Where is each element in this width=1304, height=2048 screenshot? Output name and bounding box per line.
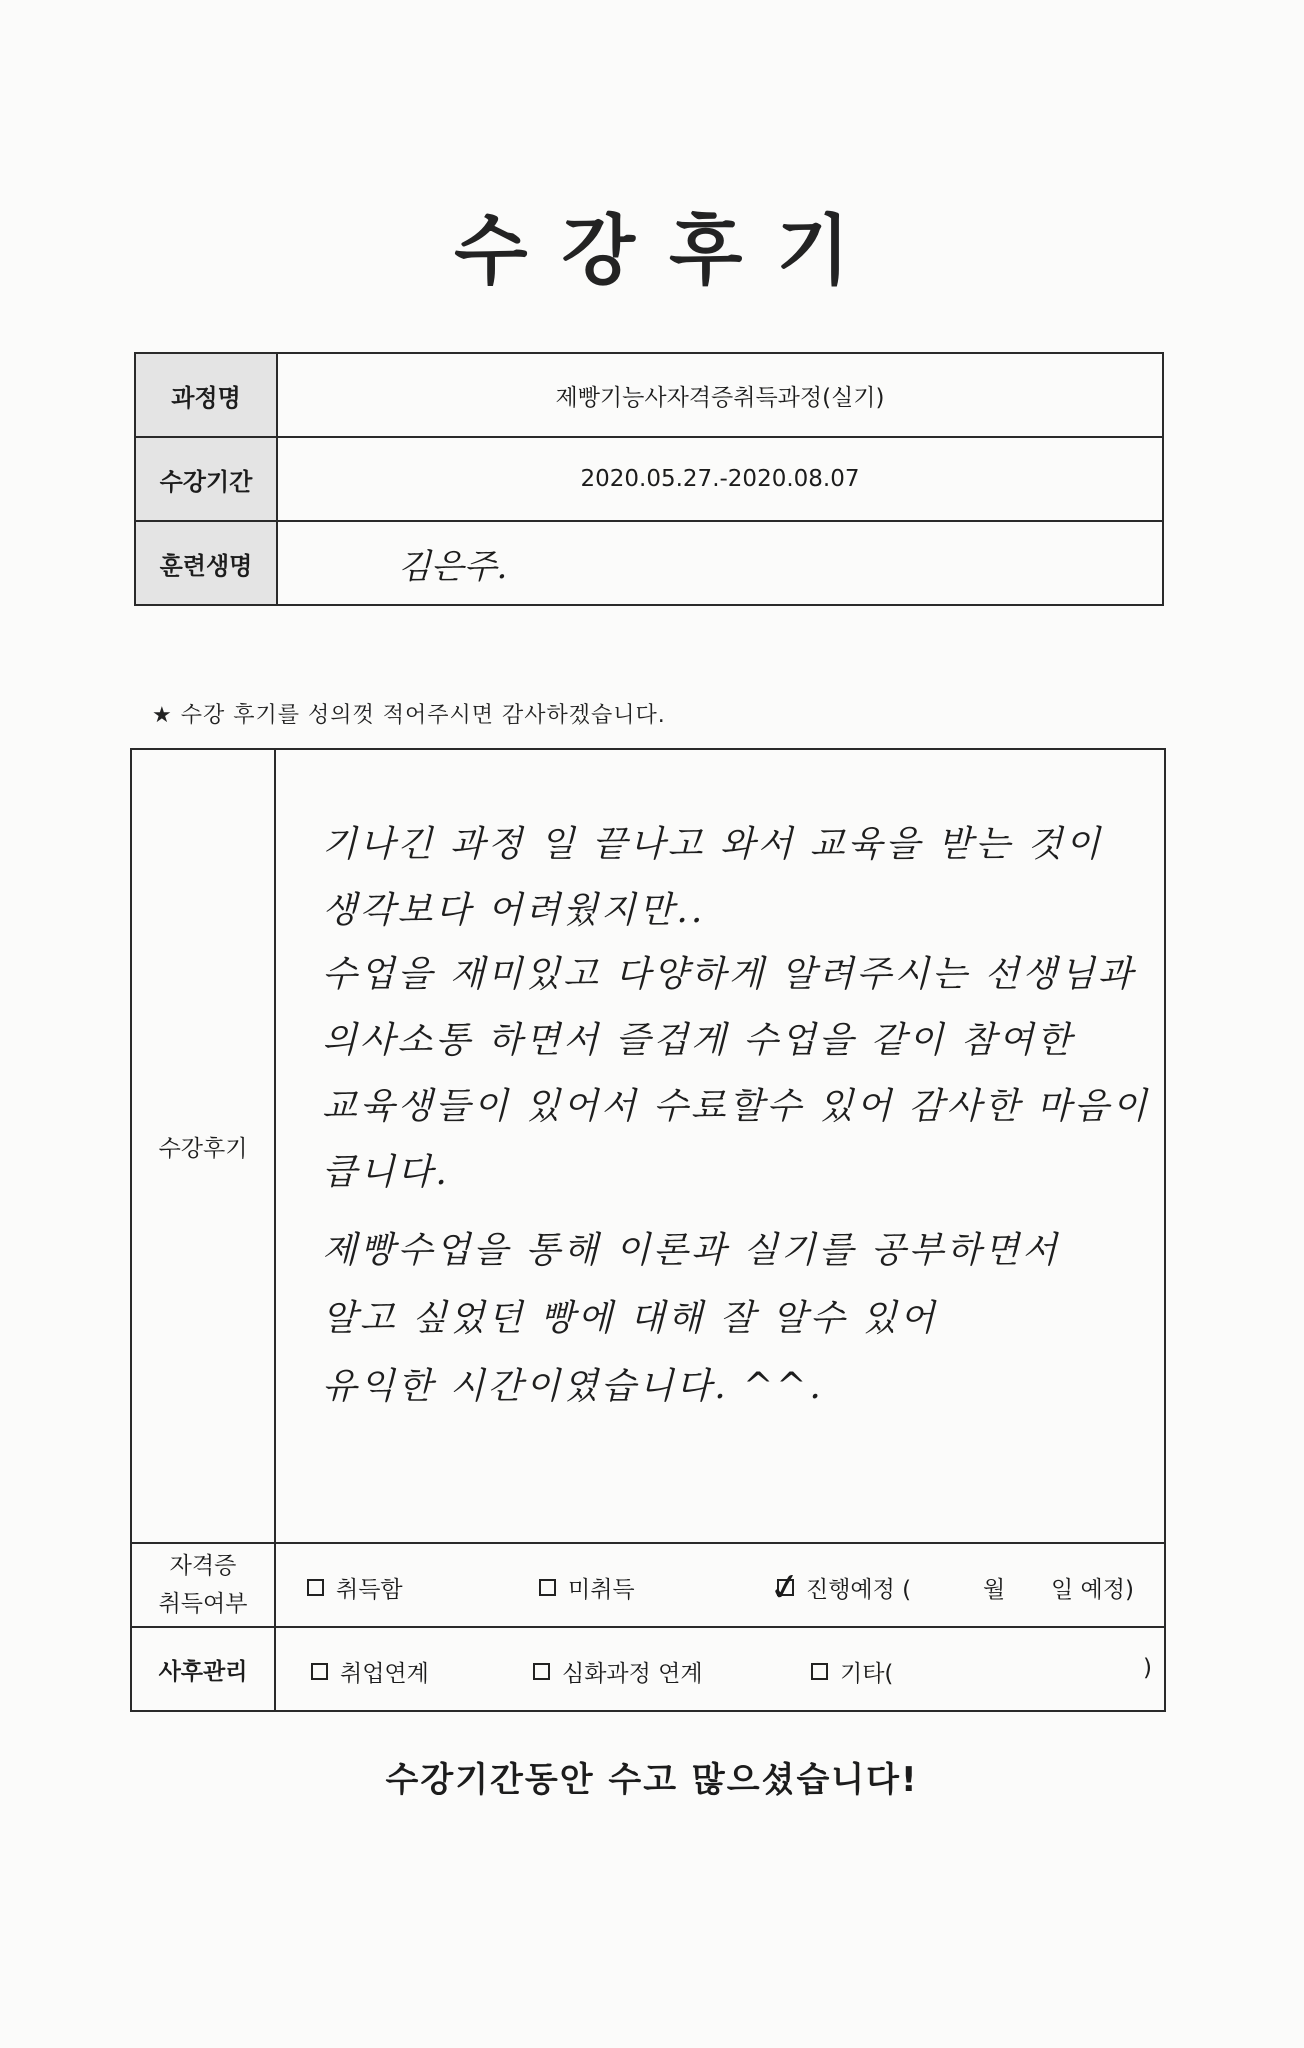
period-row — [135, 437, 1163, 521]
review-line: 수업을 재미있고 다양하게 알려주시는 선생님과 — [322, 954, 1136, 995]
review-row — [131, 749, 1165, 1543]
aftercare-option-job[interactable] — [311, 1655, 429, 1688]
cert-options — [275, 1543, 1165, 1627]
cert-option-not-acquired[interactable] — [539, 1571, 635, 1604]
course-row — [135, 353, 1163, 437]
aftercare-other-close: ) — [1143, 1655, 1152, 1681]
cert-day-plan-label: 일 예정) — [1051, 1577, 1134, 1603]
cert-row — [131, 1543, 1165, 1627]
trainee-name-text: 김은주. — [398, 546, 508, 587]
course-label: 과정명 — [135, 353, 277, 437]
checkbox-icon[interactable] — [539, 1579, 556, 1596]
cert-option-in-progress-label: 진행예정 ( — [806, 1577, 912, 1603]
cert-label-line1: 자격증 — [169, 1553, 237, 1579]
trainee-row — [135, 521, 1163, 605]
review-body — [275, 749, 1165, 1543]
review-line: 유익한 시간이였습니다. ^^. — [322, 1366, 824, 1407]
cert-label — [131, 1543, 275, 1627]
review-line: 제빵수업을 통해 이론과 실기를 공부하면서 — [322, 1230, 1060, 1271]
review-line: 알고 싶었던 빵에 대해 잘 알수 있어 — [322, 1298, 938, 1339]
checkbox-icon[interactable] — [311, 1663, 328, 1680]
aftercare-option-job-label: 취업연계 — [340, 1661, 429, 1687]
cert-option-in-progress[interactable] — [766, 1562, 912, 1612]
checkbox-icon[interactable] — [811, 1663, 828, 1680]
aftercare-options — [275, 1627, 1165, 1711]
aftercare-label: 사후관리 — [131, 1627, 275, 1711]
trainee-name-handwritten — [277, 521, 1163, 605]
aftercare-option-other[interactable] — [811, 1655, 893, 1688]
aftercare-option-advanced[interactable] — [533, 1655, 703, 1688]
checkbox-checked-icon[interactable] — [766, 1562, 804, 1612]
review-line: 의사소통 하면서 즐겁게 수업을 같이 참여한 — [322, 1020, 1075, 1061]
aftercare-option-other-label: 기타( — [840, 1661, 894, 1687]
course-value: 제빵기능사자격증취득과정(실기) — [277, 353, 1163, 437]
review-line: 생각보다 어려웠지만.. — [322, 890, 706, 931]
cert-month-label: 월 — [983, 1577, 1006, 1603]
review-table — [130, 748, 1166, 1712]
aftercare-row — [131, 1627, 1165, 1711]
aftercare-option-advanced-label: 심화과정 연계 — [562, 1661, 703, 1687]
cert-option-not-acquired-label: 미취득 — [568, 1577, 635, 1603]
cert-label-line2: 취득여부 — [158, 1591, 248, 1617]
cert-option-acquired-label: 취득함 — [336, 1577, 403, 1603]
checkmark-icon: ✓ — [766, 1562, 804, 1612]
course-info-table — [134, 352, 1164, 606]
review-line: 교육생들이 있어서 수료할수 있어 감사한 마음이 — [322, 1086, 1150, 1127]
review-line: 기나긴 과정 일 끝나고 와서 교육을 받는 것이 — [322, 824, 1104, 865]
period-label: 수강기간 — [135, 437, 277, 521]
checkbox-icon[interactable] — [307, 1579, 324, 1596]
review-line: 큽니다. — [322, 1152, 450, 1193]
period-value: 2020.05.27.-2020.08.07 — [277, 437, 1163, 521]
review-label: 수강후기 — [131, 749, 275, 1543]
closing-message: 수강기간동안 수고 많으셨습니다! — [385, 1760, 919, 1800]
trainee-label: 훈련생명 — [135, 521, 277, 605]
checkbox-icon[interactable] — [533, 1663, 550, 1680]
page-title: 수강후기 — [454, 206, 884, 295]
instruction-note: ★ 수강 후기를 성의껏 적어주시면 감사하겠습니다. — [152, 703, 666, 728]
cert-option-acquired[interactable] — [307, 1571, 403, 1604]
